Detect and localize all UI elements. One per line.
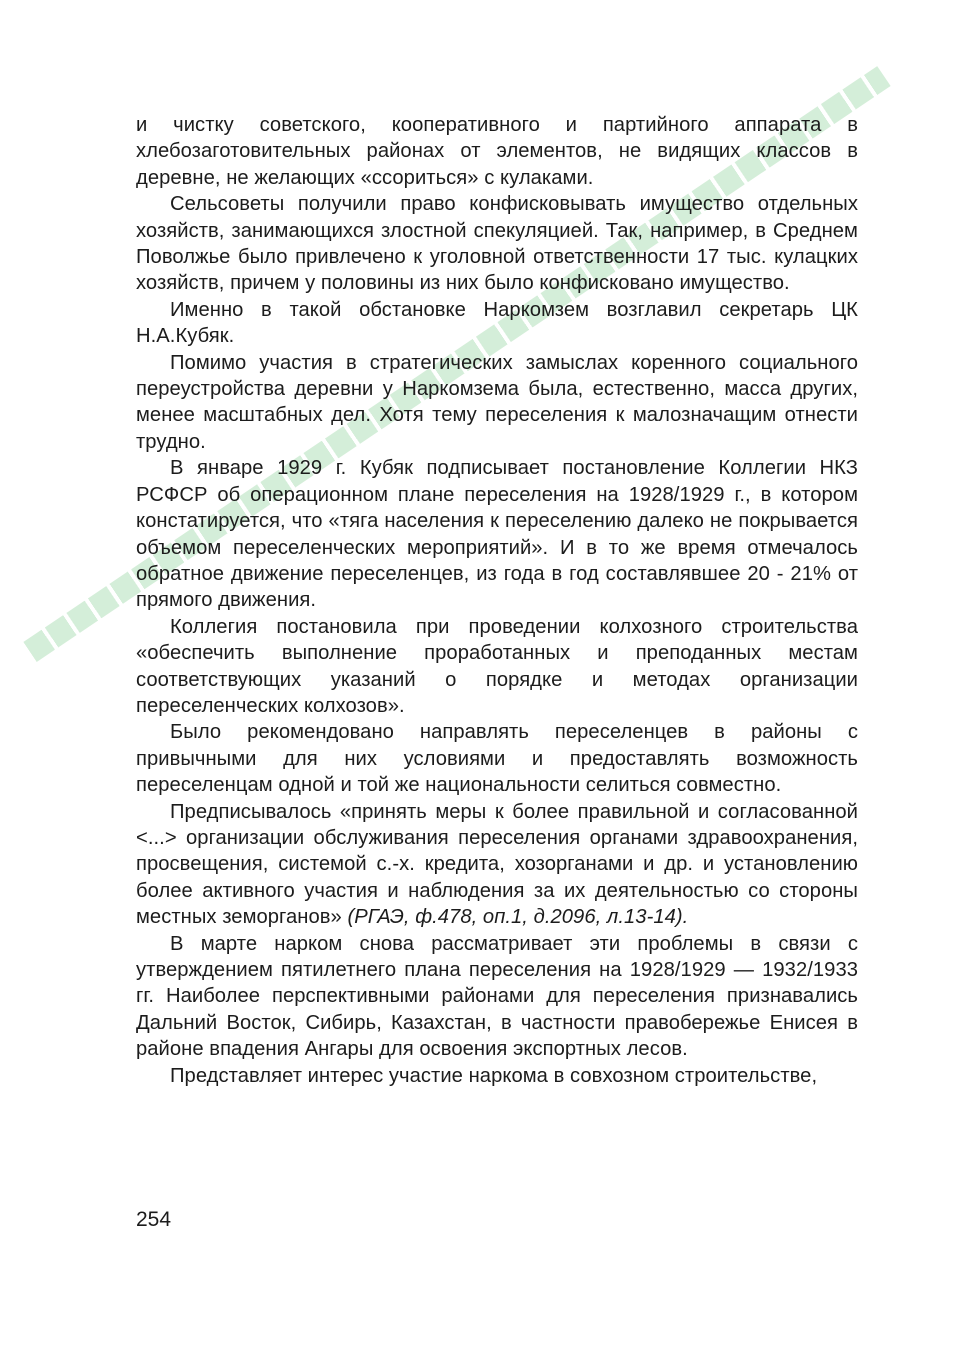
paragraph-text: Именно в такой обстановке Наркомзем возглавил секретарь ЦК Н.А.Кубяк.	[136, 298, 858, 348]
paragraph	[136, 614, 858, 720]
paragraph	[136, 799, 858, 931]
paragraph-text: Предписывалось «принять меры к более правильной и согласованной <...> организации обслуживания переселения органами здравоохранения, просвещения, системой с.-х. кредита, хозорганами и др. и установлению более активного участия и наблюдения за их деятельностью со стороны местных земорганов»	[136, 800, 858, 929]
paragraph	[136, 350, 858, 456]
page-number: 254	[136, 1208, 172, 1231]
paragraph-text: В январе 1929 г. Кубяк подписывает постановление Коллегии НКЗ РСФСР об операционном плане переселения на 1928/1929 г., в котором констатируется, что «тяга населения к переселению далеко не покрывается объемом переселенческих мероприятий». И в то же время отмечалось обратное движение переселенцев, из года в год составлявшее 20 - 21% от прямого движения.	[136, 457, 858, 612]
paragraph	[136, 191, 858, 297]
paragraph	[136, 112, 858, 191]
paragraph	[136, 1063, 858, 1089]
paragraph	[136, 297, 858, 350]
paragraph-text: и чистку советского, кооперативного и партийного аппарата в хлебозаготовительных районах от элементов, не видящих классов в деревне, не желающих «ссориться» с кулаками.	[136, 114, 858, 189]
paragraph	[136, 455, 858, 613]
paragraph	[136, 719, 858, 798]
paragraph-text: Представляет интерес участие наркома в совхозном строительстве,	[170, 1064, 818, 1087]
paragraph-text: Сельсоветы получили право конфисковывать имущество отдельных хозяйств, занимающихся злостной спекуляцией. Так, например, в Среднем Поволжье было привлечено к уголовной ответственности 17 тыс. кулацких хозяйств, причем у половины из них было конфисковано имущество.	[136, 193, 858, 295]
paragraph-text: Коллегия постановила при проведении колхозного строительства «обеспечить выполнение проработанных и преподанных местам соответствующих указаний о порядке и методах организации переселенческих колхозов».	[136, 615, 858, 717]
paragraph-text: В марте нарком снова рассматривает эти проблемы в связи с утверждением пятилетнего плана переселения на 1928/1929 — 1932/1933 гг. Наиболее перспективными районами для переселения признавались Дальний Восток, Сибирь, Казахстан, в частности правобережье Енисея в районе впадения Ангары для освоения экспортных лесов.	[136, 932, 858, 1061]
paragraph-text: Помимо участия в стратегических замыслах коренного социального переустройства деревни у Наркомзема была, естественно, масса других, менее масштабных дел. Хотя тему переселения к малозначащим отнести трудно.	[136, 351, 858, 453]
archive-reference: (РГАЭ, ф.478, оп.1, д.2096, л.13-14).	[341, 906, 689, 929]
text-body	[136, 112, 858, 1089]
paragraph-text: Было рекомендовано направлять переселенцев в районы с привычными для них условиями и предоставлять возможность переселенцам одной и той же национальности селиться совместно.	[136, 721, 858, 797]
paragraph	[136, 931, 858, 1063]
